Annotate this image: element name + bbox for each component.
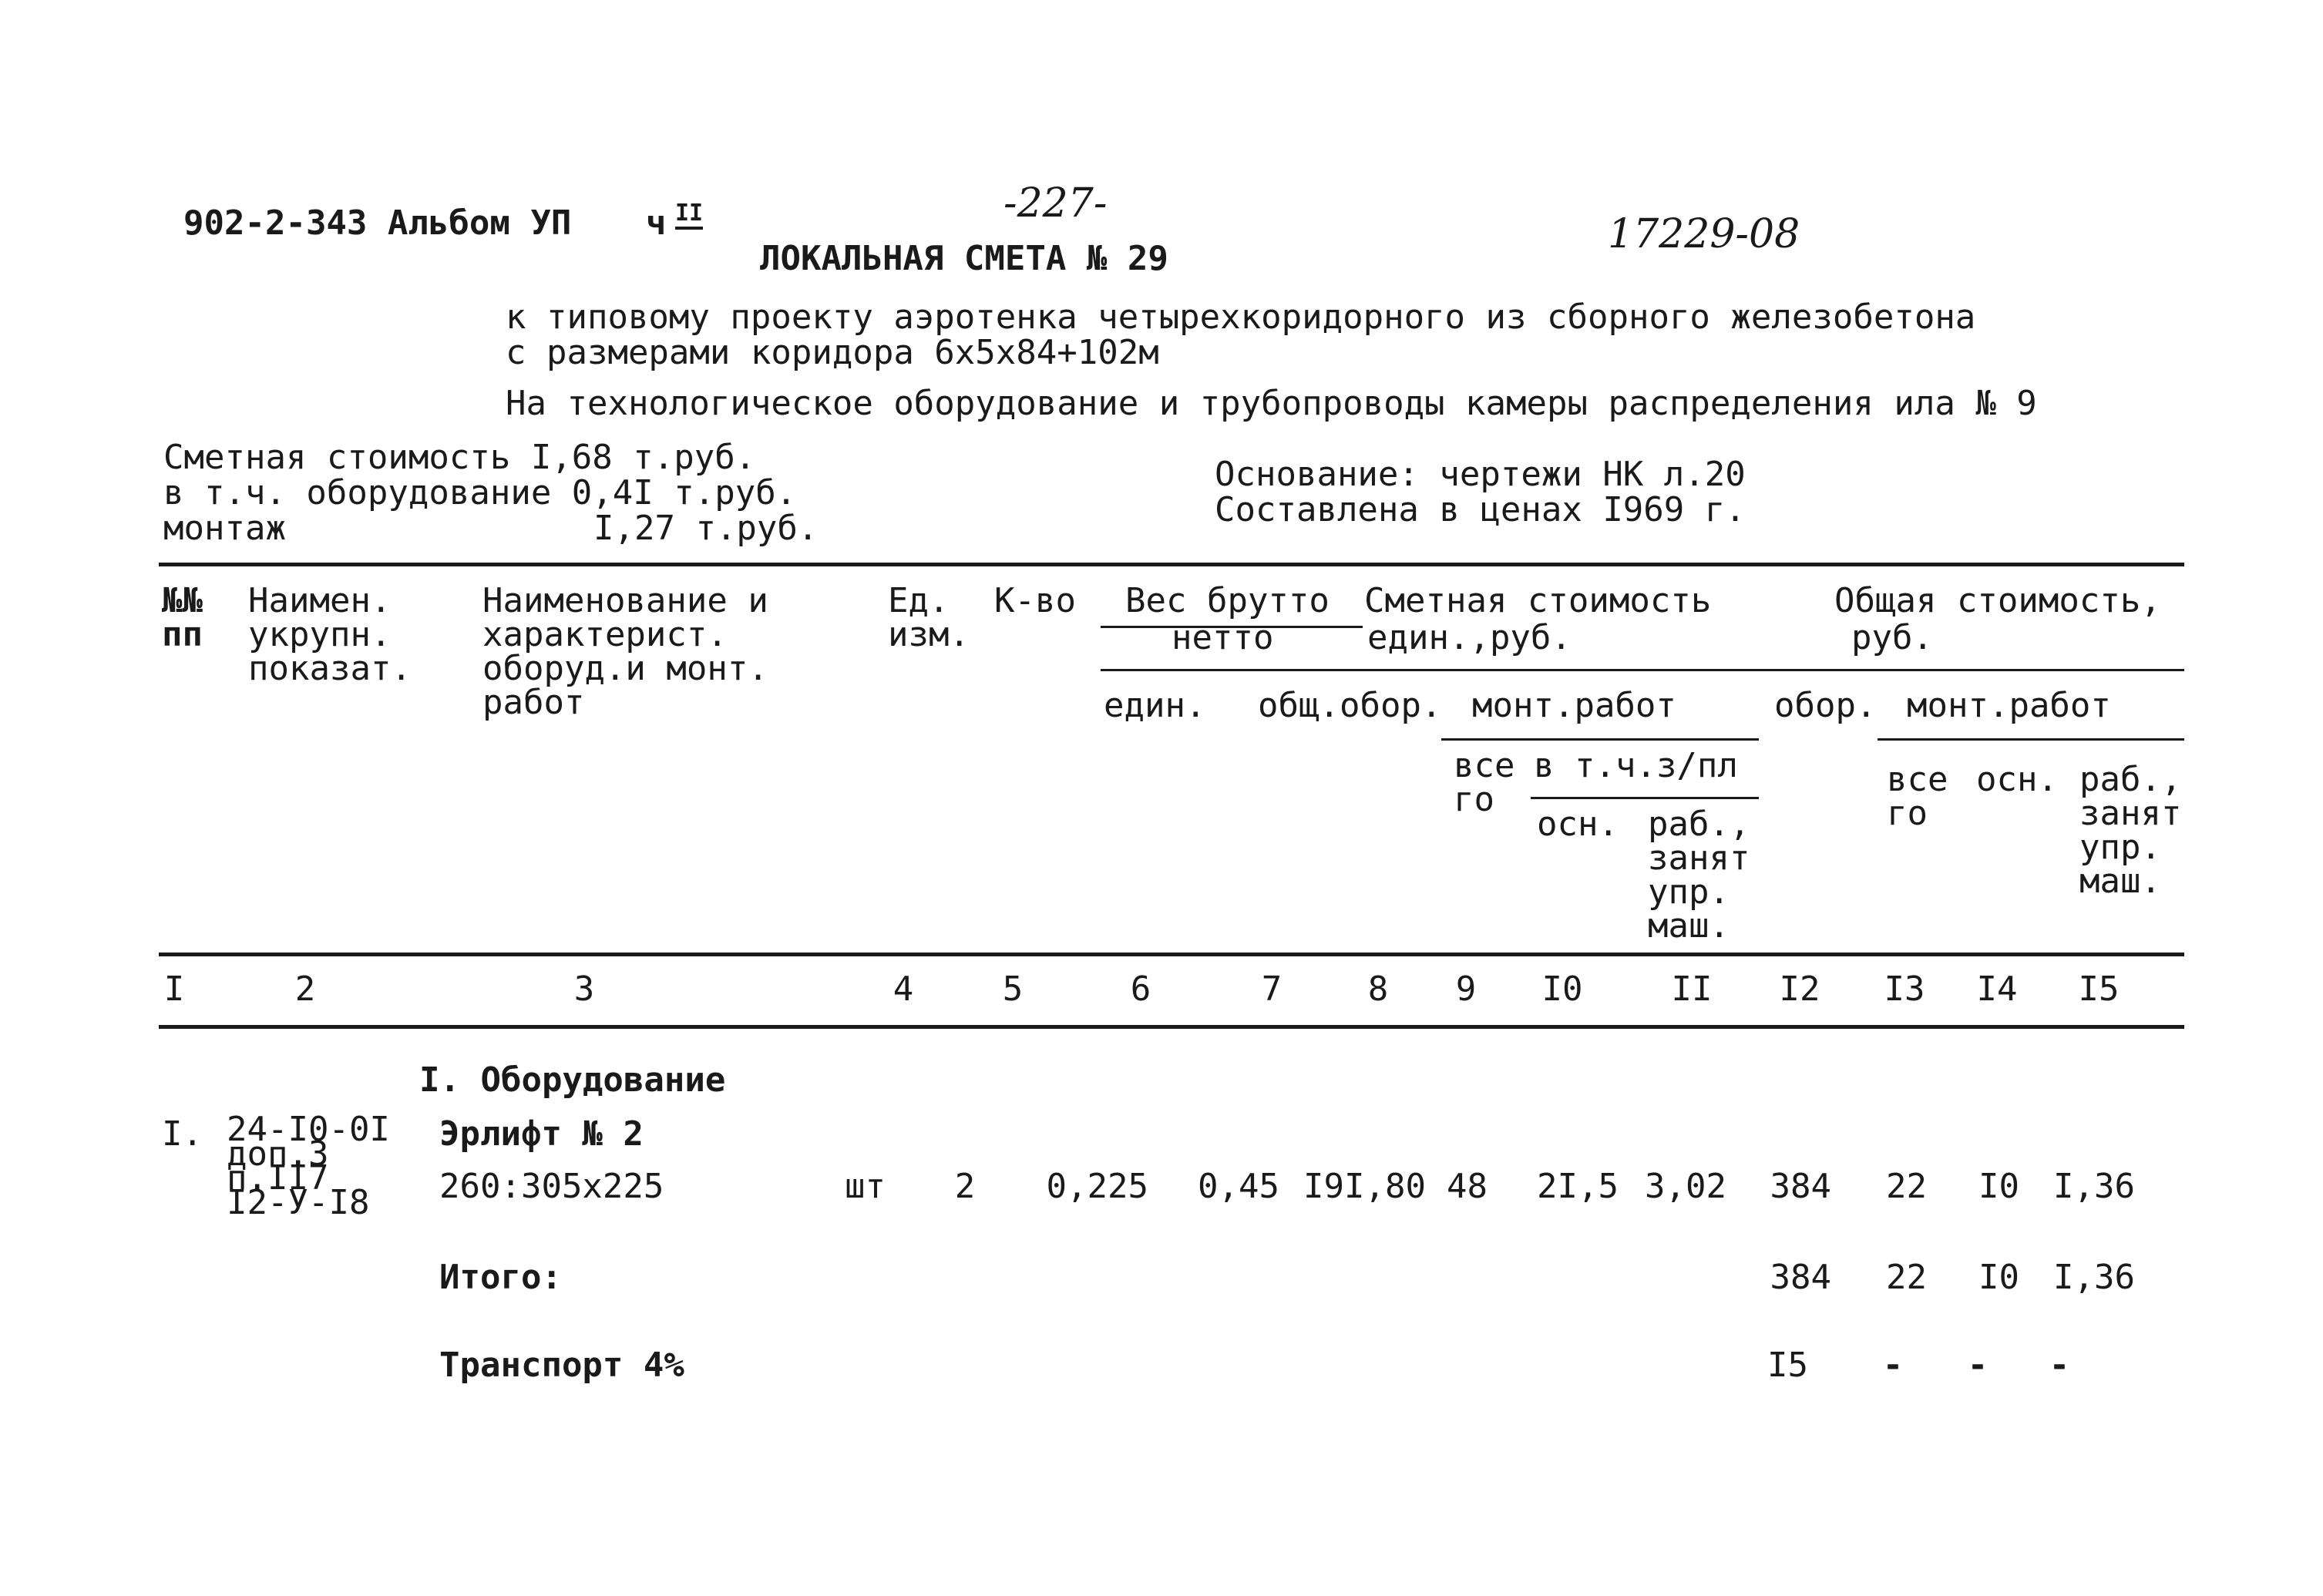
row-code: 24-I0-0I доп.3 п.II7 I2-У-I8 [227, 1110, 390, 1223]
part-mark: ч [646, 203, 667, 243]
mounting-cost: I,27 т.руб. [593, 509, 819, 548]
column-number: I2 [1779, 969, 1820, 1009]
header-machine-workers: раб., занят упр. маш. [1648, 805, 1750, 946]
equipment-cost: в т.ч. оборудование 0,4I т.руб. [163, 473, 797, 512]
header-weight-total: общ. [1258, 686, 1340, 725]
header-weight-net: нетто [1172, 618, 1274, 657]
column-number: 9 [1455, 969, 1477, 1009]
row-number: I. [162, 1114, 203, 1154]
document-title: ЛОКАЛЬНАЯ СМЕТА № 29 [760, 239, 1168, 278]
header-unit-cost-sub: един.,руб. [1367, 618, 1572, 657]
header-mount-works-total: монт.работ [1907, 686, 2111, 725]
mount-subheader-rule [1441, 738, 1759, 741]
column-number: 4 [893, 969, 914, 1009]
transport-mount-machine: - [2049, 1346, 2070, 1385]
header-main: осн. [1537, 805, 1619, 844]
column-number: 3 [573, 969, 595, 1009]
row-total-equipment: 384 [1770, 1167, 1831, 1206]
header-quantity: К-во [994, 581, 1076, 620]
cost-header-rule [1101, 669, 2184, 671]
row-total-mount-machine: I,36 [2053, 1167, 2135, 1206]
estimated-cost: Сметная стоимость I,68 т.руб. [163, 438, 756, 477]
row-cost-mount-all: 48 [1447, 1167, 1488, 1206]
row-cost-equipment: I9I,80 [1303, 1167, 1426, 1206]
header-bottom-rule [159, 953, 2184, 956]
header-aggregated-indicator: Наимен. укрупн. показат. [248, 581, 412, 688]
column-number: 8 [1367, 969, 1389, 1009]
row-unit: шт [845, 1167, 886, 1206]
page-number: -227- [1003, 180, 1108, 227]
document-reference: 902-2-343 Альбом УП [183, 203, 572, 243]
column-number: 6 [1130, 969, 1151, 1009]
row-total-mount-all: 22 [1886, 1167, 1927, 1206]
header-all: все го [1454, 746, 1515, 819]
column-number: 7 [1261, 969, 1283, 1009]
column-number: 2 [294, 969, 316, 1009]
subtitle-line-1: к типовому проекту аэротенка четырехкоридорного из сборного железобетона [506, 297, 1976, 337]
subtotal-equipment: 384 [1770, 1258, 1831, 1297]
subtotal-mount-all: 22 [1886, 1258, 1927, 1297]
header-incl-salary: в т.ч.з/пл [1534, 746, 1738, 785]
row-item-name: Эрлифт № 2 [439, 1114, 644, 1154]
part-number: II [675, 202, 703, 230]
header-equipment: обор. [1340, 686, 1442, 725]
column-number: II [1671, 969, 1713, 1009]
column-number: 5 [1002, 969, 1024, 1009]
header-weight-gross: Вес брутто [1125, 581, 1330, 620]
handwritten-code: 17229-08 [1608, 211, 1800, 257]
subtotal-label: Итого: [439, 1258, 562, 1297]
subtotal-mount-machine: I,36 [2053, 1258, 2135, 1297]
row-total-mount-main: I0 [1978, 1167, 2019, 1206]
section-title: I. Оборудование [419, 1060, 726, 1100]
subtitle-line-3: На технологическое оборудование и трубопроводы камеры распределения ила № 9 [506, 384, 2037, 423]
row-cost-mount-main: 2I,5 [1537, 1167, 1619, 1206]
transport-equipment: I5 [1767, 1346, 1808, 1385]
header-equipment-total: обор. [1774, 686, 1877, 725]
subtotal-mount-main: I0 [1978, 1258, 2019, 1297]
column-number: I0 [1541, 969, 1583, 1009]
salary-subheader-rule [1531, 797, 1759, 799]
column-number: I4 [1976, 969, 2018, 1009]
column-number: I [163, 969, 185, 1009]
table-top-rule [159, 563, 2184, 566]
header-mount-works: монт.работ [1472, 686, 1676, 725]
header-row-number: №№ пп [162, 581, 203, 654]
row-weight-unit: 0,225 [1046, 1167, 1148, 1206]
header-total-cost-sub: руб. [1851, 618, 1933, 657]
subtitle-line-2: с размерами коридора 6х5х84+102м [506, 333, 1159, 372]
transport-label: Транспорт 4% [439, 1346, 684, 1385]
row-item-size: 260:305х225 [439, 1167, 664, 1206]
column-number: I5 [2078, 969, 2120, 1009]
header-unit: Ед. изм. [888, 581, 970, 654]
column-number: I3 [1884, 969, 1925, 1009]
transport-mount-all: - [1882, 1346, 1904, 1385]
mounting-label: монтаж [163, 509, 286, 548]
header-unit-cost: Сметная стоимость [1364, 581, 1712, 620]
column-numbers-rule [159, 1025, 2184, 1029]
row-weight-total: 0,45 [1198, 1167, 1279, 1206]
row-cost-mount-machine: 3,02 [1645, 1167, 1726, 1206]
basis-note: Основание: чертежи НК л.20 [1215, 455, 1746, 494]
total-mount-subheader-rule [1878, 738, 2184, 741]
header-name: Наименование и характерист. оборуд.и монт. работ [482, 581, 768, 722]
prices-note: Составлена в ценах I969 г. [1215, 490, 1746, 529]
transport-mount-main: - [1967, 1346, 1989, 1385]
header-all-total: все го [1887, 760, 1948, 833]
row-quantity: 2 [954, 1167, 976, 1206]
header-total-cost: Общая стоимость, [1834, 581, 2161, 620]
header-machine-workers-total: раб., занят упр. маш. [2079, 760, 2182, 901]
header-main-total: осн. [1976, 760, 2058, 799]
header-weight-unit: един. [1104, 686, 1206, 725]
